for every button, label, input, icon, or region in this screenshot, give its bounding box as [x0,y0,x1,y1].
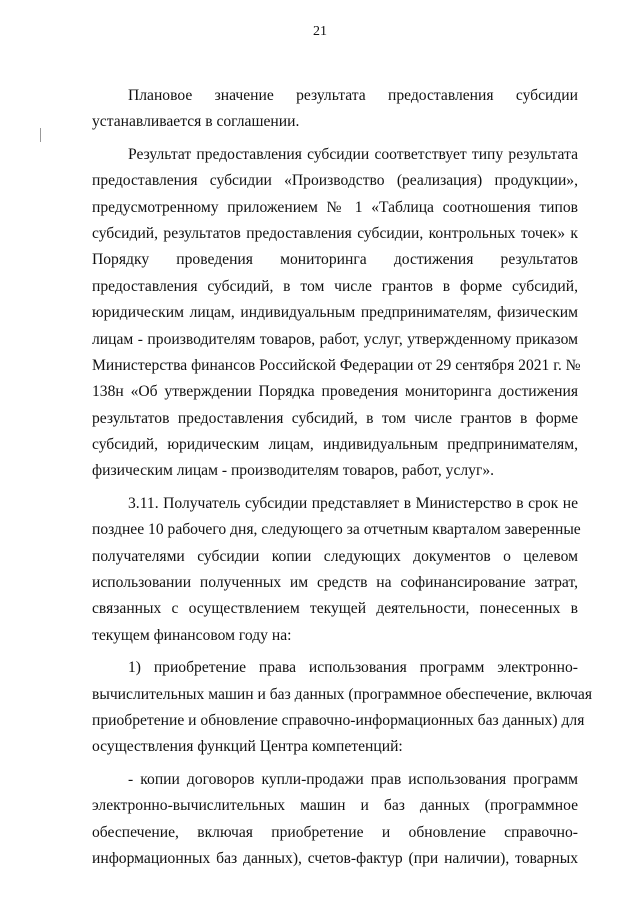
paragraph [92,491,581,649]
text-line: лицам - производителям товаров, работ, услуг, утвержденному приказом [92,330,578,348]
text-line: предоставления субсидии «Производство (реализация) продукции», [92,172,578,190]
document-body [92,83,593,872]
text-line: - копии договоров купли-продажи прав использования программ [128,770,578,788]
margin-mark [40,128,41,142]
text-line: Порядку проведения мониторинга достижения результатов [92,251,578,269]
text-line: связанных с осуществлением текущей деятельности, понесенных в [92,600,578,618]
paragraph [92,142,581,485]
text-line: устанавливается в соглашении. [92,113,300,131]
paragraph [92,83,578,136]
text-line: получателями субсидии копии следующих документов о целевом [92,547,578,565]
text-line: физическим лицам - производителям товаров, работ, услуг». [92,462,495,480]
text-line: 3.11. Получатель субсидии представляет в Министерство в срок не [128,494,578,512]
text-line: использовании полученных им средств на софинансирование затрат, [92,574,578,592]
text-line: приобретение и обновление справочно-информационных баз данных) для [92,711,585,729]
text-line: 1) приобретение права использования программ электронно- [128,659,578,677]
text-line: осуществления функций Центра компетенций: [92,738,403,756]
text-line: обеспечение, включая приобретение и обновление справочно- [92,823,578,841]
text-line: Результат предоставления субсидии соответствует типу результата [128,145,578,163]
page-number: 21 [313,24,327,39]
text-line: субсидий, юридическим лицам, индивидуальным предпринимателям, [92,436,578,454]
text-line: предоставления субсидий, в том числе грантов в форме субсидий, [92,277,578,295]
text-line: субсидий, результатов предоставления субсидии, контрольных точек» к [92,224,578,242]
text-line: позднее 10 рабочего дня, следующего за отчетным кварталом заверенные [92,521,581,539]
text-line: вычислительных машин и баз данных (программное обеспечение, включая [92,685,593,703]
text-line: предусмотренному приложением № 1 «Таблица соотношения типов [92,198,578,216]
text-line: юридическим лицам, индивидуальным предпринимателям, физическим [92,304,578,322]
text-line: Плановое значение результата предоставления субсидии [128,87,578,104]
text-line: 138н «Об утверждении Порядка проведения мониторинга достижения [92,383,578,401]
text-line: текущем финансовом году на: [92,626,292,644]
text-line: информационных баз данных), счетов-фактур (при наличии), товарных [92,849,578,867]
text-line: электронно-вычислительных машин и баз данных (программное [92,797,578,815]
text-line: результатов предоставления субсидий, в том числе грантов в форме [92,409,578,427]
paragraph [92,767,578,873]
text-line: Министерства финансов Российской Федерации от 29 сентября 2021 г. № [92,356,581,374]
paragraph [92,655,593,761]
